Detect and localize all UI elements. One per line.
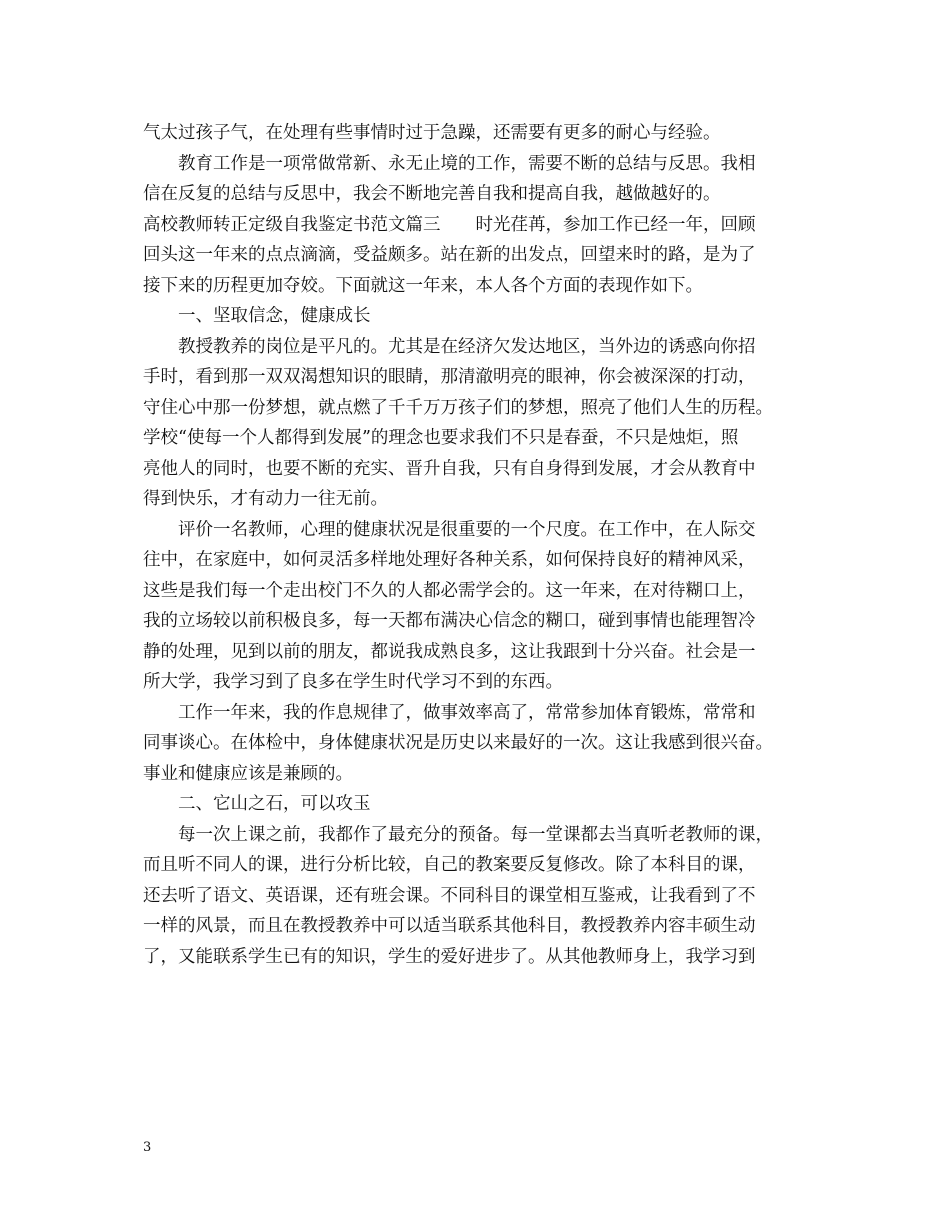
text-line: 还去听了语文、英语课，还有班会课。不同科目的课堂相互鉴戒，让我看到了不 <box>143 885 756 906</box>
body-text <box>143 118 823 972</box>
text-line: 教授教养的岗位是平凡的。尤其是在经济欠发达地区，当外边的诱惑向你招 <box>143 336 756 357</box>
text-line: 高校教师转正定级自我鉴定书范文篇三 时光荏苒，参加工作已经一年，回顾 <box>143 214 756 235</box>
text-line: 每一次上课之前，我都作了最充分的预备。每一堂课都去当真听老教师的课， <box>143 824 773 845</box>
text-line: 接下来的历程更加夺姣。下面就这一年来，本人各个方面的表现作如下。 <box>143 275 703 296</box>
page-number: 3 <box>143 1140 152 1155</box>
text-line: 教育工作是一项常做常新、永无止境的工作，需要不断的总结与反思。我相 <box>143 153 756 174</box>
text-line: 手时，看到那一双双渴想知识的眼睛，那清澈明亮的眼神，你会被深深的打动， <box>143 367 756 387</box>
text-line: 这些是我们每一个走出校门不久的人都必需学会的。这一年来，在对待糊口上， <box>143 580 756 601</box>
text-line: 一样的风景，而且在教授教养中可以适当联系其他科目，教授教养内容丰硕生动 <box>143 916 756 936</box>
text-line: 二、它山之石，可以攻玉 <box>143 794 371 814</box>
text-line: 学校“使每一个人都得到发展”的理念也要求我们不只是春蚕，不只是烛炬，照 <box>143 428 739 448</box>
text-line: 守住心中那一份梦想，就点燃了千千万万孩子们的梦想，照亮了他们人生的历程。 <box>143 397 773 418</box>
text-line: 所大学，我学习到了良多在学生时代学习不到的东西。 <box>143 672 563 692</box>
text-line: 事业和健康应该是兼顾的。 <box>143 763 353 784</box>
text-line: 了，又能联系学生已有的知识，学生的爱好进步了。从其他教师身上，我学习到 <box>143 946 756 967</box>
text-line: 我的立场较以前积极良多，每一天都布满决心信念的糊口，碰到事情也能理智冷 <box>143 611 756 631</box>
text-line: 亮他人的同时，也要不断的充实、晋升自我，只有自身得到发展，才会从教育中 <box>143 458 756 479</box>
text-line: 信在反复的总结与反思中，我会不断地完善自我和提高自我，越做越好的。 <box>143 184 721 204</box>
text-line: 往中，在家庭中，如何灵活多样地处理好各种关系，如何保持良好的精神风采， <box>143 550 756 570</box>
text-line: 气太过孩子气，在处理有些事情时过于急躁，还需要有更多的耐心与经验。 <box>143 123 721 143</box>
text-line: 工作一年来，我的作息规律了，做事效率高了，常常参加体育锻炼，常常和 <box>143 702 756 723</box>
text-line: 而且听不同人的课，进行分析比较，自己的教案要反复修改。除了本科目的课， <box>143 855 756 875</box>
text-line: 回头这一年来的点点滴滴，受益颇多。站在新的出发点，回望来时的路，是为了 <box>143 245 756 265</box>
text-line: 评价一名教师，心理的健康状况是很重要的一个尺度。在工作中，在人际交 <box>143 519 756 540</box>
text-line: 得到快乐，才有动力一往无前。 <box>143 489 388 509</box>
text-line: 一、坚取信念，健康成长 <box>143 306 371 326</box>
text-line: 静的处理，见到以前的朋友，都说我成熟良多，这让我跟到十分兴奋。社会是一 <box>143 641 756 662</box>
text-line: 同事谈心。在体检中，身体健康状况是历史以来最好的一次。这让我感到很兴奋。 <box>143 733 773 753</box>
